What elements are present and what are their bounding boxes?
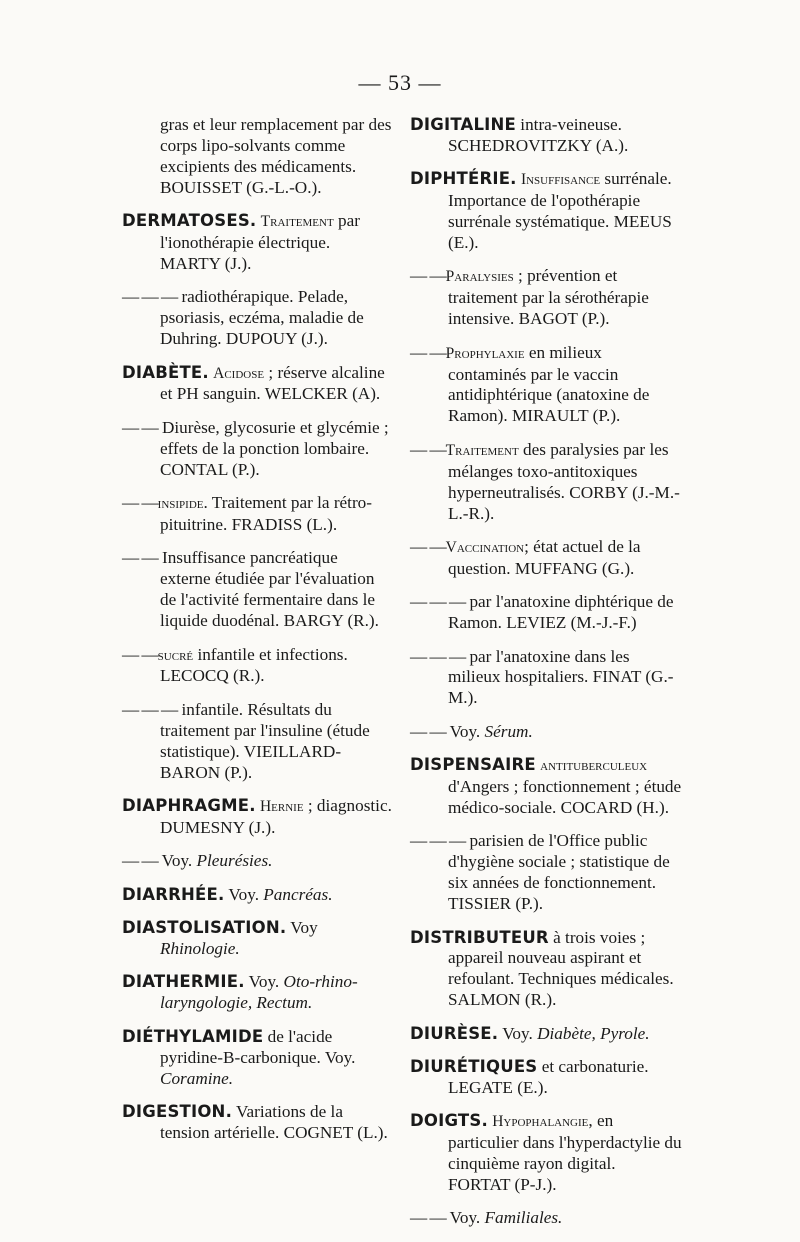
entry-text: Diurèse, glycosurie et glycémie ; effets de la ponction lombaire. CONTAL (P.). (157, 417, 389, 479)
entry-dash: — — (410, 439, 446, 459)
entry-text: à trois voies ; appareil nouveau aspirant et refoulant. Techniques médicales. SALMON (R.). (448, 927, 674, 1010)
index-entry (410, 722, 682, 743)
entry-text: infantile. Résultats du traitement par l'insuline (étude statistique). VIEILLARD-BARON (P.). (160, 699, 370, 782)
entry-term: DISPENSAIRE (410, 755, 536, 775)
entry-dash: — — (122, 417, 158, 437)
index-entry (410, 537, 682, 580)
index-entry (410, 266, 682, 330)
index-entry (410, 928, 682, 1012)
entry-text: . Traitement par la rétro-pituitrine. FRADISS (L.). (160, 493, 372, 534)
index-entry (410, 755, 682, 819)
entry-term: DIATHERMIE. (122, 972, 245, 992)
entry-dash: — — (122, 548, 158, 568)
index-entry (410, 343, 682, 428)
entry-subheading: sucré (157, 646, 194, 664)
entry-text: Voy. (445, 721, 485, 741)
index-entry (410, 1208, 682, 1229)
entry-text: Voy. (157, 851, 197, 871)
entry-term: DIAPHRAGME. (122, 795, 256, 815)
index-entry (122, 700, 392, 784)
entry-dash: — — (122, 851, 158, 871)
index-entry (122, 972, 392, 1014)
entry-text: par l'ionothérapie électrique. MARTY (J.). (160, 211, 360, 273)
entry-text: ; état actuel de la question. MUFFANG (G.). (448, 536, 641, 578)
entry-subheading: Traitement (260, 213, 334, 231)
entry-text: par l'anatoxine diphtérique de Ramon. LEVIEZ (M.-J.-F.) (448, 592, 674, 633)
index-entry (410, 440, 682, 525)
entry-text: des paralysies par les mélanges toxo-antitoxiques hyperneutralisés. CORBY (J.-M.-L.-R.). (448, 439, 680, 523)
entry-text: ; diagnostic. DUMESNY (J.). (160, 795, 392, 837)
page-number: — 53 — (358, 70, 442, 95)
index-entry (122, 918, 392, 960)
entry-text: parisien de l'Office public d'hygiène sociale ; statistique de six années de fonctionnement. TISSIER (P.). (448, 831, 670, 914)
entry-text: et carbonaturie. LEGATE (E.). (448, 1057, 649, 1097)
entry-dash: — — (122, 644, 158, 664)
index-entry (122, 645, 392, 688)
entry-text: Voy. (498, 1023, 538, 1043)
entry-reference: Oto-rhino-laryngologie, Rectum. (160, 972, 358, 1013)
index-entry (410, 1024, 682, 1045)
entry-text: ; prévention et traitement par la sérothérapie intensive. BAGOT (P.). (448, 266, 649, 329)
entry-reference: Diabète, Pyrole. (537, 1023, 650, 1043)
index-entry (122, 851, 392, 872)
index-entry (122, 548, 392, 632)
entry-reference: Coramine. (160, 1068, 234, 1088)
entry-subheading: antituberculeux (540, 757, 648, 775)
entry-text: Voy (286, 918, 318, 938)
entry-term: DIÉTHYLAMIDE (122, 1026, 264, 1046)
entry-term: DERMATOSES. (122, 211, 257, 231)
entry-subheading: Acidose (213, 364, 265, 382)
entry-text: Voy. (244, 972, 284, 992)
entry-dash: — — — (410, 592, 466, 612)
entry-text: radiothérapique. Pelade, psoriasis, eczéma, maladie de Duhring. DUPOUY (J.). (160, 287, 364, 349)
entry-dash: — — (410, 1208, 446, 1228)
entry-dash: — — — (122, 287, 178, 307)
entry-subheading: insipide (157, 495, 204, 513)
index-entry (122, 885, 392, 906)
index-entry (410, 169, 682, 254)
index-entry (122, 418, 392, 481)
index-entry (410, 647, 682, 710)
right-column (410, 115, 682, 1242)
entry-reference: Rhinologie. (160, 939, 240, 958)
entry-term: DIASTOLISATION. (122, 918, 287, 938)
entry-text: Insuffisance pancréatique externe étudiée par l'évaluation de l'activité fermentaire dans le liquide duodénal. BARGY (R.). (157, 548, 379, 631)
entry-subheading: Hypophalangie (492, 1113, 589, 1131)
entry-term: DIURÉTIQUES (410, 1057, 538, 1077)
entry-dash: — — (410, 342, 446, 362)
entry-text: Voy. (445, 1208, 485, 1228)
entry-reference: Sérum. (484, 721, 533, 741)
entry-text: par l'anatoxine dans les milieux hospitaliers. FINAT (G.-M.). (448, 646, 674, 708)
entry-term: DISTRIBUTEUR (410, 927, 549, 947)
index-entry (410, 1111, 682, 1196)
entry-term: DIURÈSE. (410, 1023, 499, 1043)
entry-dash: — — — (410, 831, 466, 851)
entry-text: Variations de la tension artérielle. COGNET (L.). (160, 1101, 388, 1142)
index-entry (122, 211, 392, 275)
entry-term: DIGITALINE (410, 115, 516, 134)
entry-dash: — — (410, 266, 446, 286)
entry-text: de l'acide pyridine-B-carbonique. Voy. (160, 1026, 356, 1067)
entry-text: en milieux contaminés par le vaccin antidiphtérique (anatoxine de Ramon). MIRAULT (P.). (448, 342, 650, 426)
index-entry (122, 796, 392, 839)
index-entry (410, 831, 682, 915)
entry-subheading: Traitement (445, 441, 519, 459)
index-entry (122, 1102, 392, 1144)
index-entry (410, 592, 682, 634)
entry-dash: — — (410, 721, 446, 741)
entry-text: intra-veineuse. SCHEDROVITZKY (A.). (448, 115, 629, 155)
entry-reference: Familiales. (484, 1208, 563, 1228)
left-column (122, 115, 392, 1156)
entry-text: infantile et infections. LECOCQ (R.). (160, 644, 348, 686)
entry-subheading: Insuffisance (520, 171, 601, 189)
entry-text: d'Angers ; fonctionnement ; étude médico-sociale. COCARD (H.). (448, 777, 682, 817)
entry-text: , en particulier dans l'hyperdactylie du cinquième rayon digital. FORTAT (P-J.). (448, 1111, 682, 1195)
entry-subheading: Prophylaxie (445, 344, 525, 362)
entry-subheading: Hernie (259, 797, 304, 815)
index-entry (122, 363, 392, 406)
entry-reference: Pancréas. (263, 884, 333, 904)
entry-text: Voy. (224, 884, 264, 904)
index-entry (410, 115, 682, 157)
entry-dash: — — (410, 536, 446, 556)
entry-subheading: Vaccination (445, 538, 525, 556)
entry-text: gras et leur remplacement par des corps lipo-solvants comme excipients des médicaments. BOUISSET (G.-L.-O.). (160, 115, 392, 197)
entry-dash: — — (122, 493, 158, 513)
entry-term: DOIGTS. (410, 1111, 488, 1131)
entry-subheading: Paralysies (445, 268, 514, 286)
entry-text: ; réserve alcaline et PH sanguin. WELCKER (A). (160, 362, 385, 404)
index-entry (410, 1057, 682, 1099)
entry-text: surrénale. Importance de l'opothérapie surrénale systématique. MEEUS (E.). (448, 169, 672, 253)
index-entry (122, 493, 392, 536)
entry-dash: — — — (122, 699, 178, 719)
index-entry (122, 1027, 392, 1090)
entry-term: DIARRHÉE. (122, 884, 225, 904)
entry-reference: Pleurésies. (196, 851, 273, 871)
entry-term: DIABÈTE. (122, 362, 209, 382)
index-entry (122, 115, 392, 199)
entry-term: DIGESTION. (122, 1101, 233, 1121)
entry-dash: — — — (410, 646, 466, 666)
index-entry (122, 287, 392, 350)
entry-term: DIPHTÉRIE. (410, 169, 517, 189)
